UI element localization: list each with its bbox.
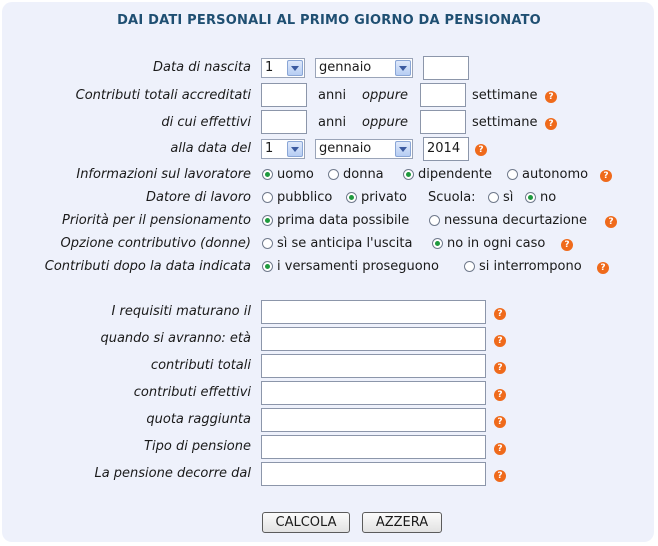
- opzione-no-label: no in ogni caso: [447, 236, 546, 251]
- ref-month-select[interactable]: [315, 139, 413, 159]
- label-data-nascita: Data di nascita: [153, 60, 251, 75]
- settimane-text: settimane: [472, 88, 538, 103]
- radio-proseguono[interactable]: [262, 261, 273, 272]
- help-icon[interactable]: ?: [561, 239, 573, 251]
- label-contributi-effettivi-result: contributi effettivi: [133, 385, 251, 400]
- radio-interrompono[interactable]: [464, 261, 475, 272]
- label-datore: Datore di lavoro: [145, 190, 251, 205]
- help-icon[interactable]: ?: [475, 144, 487, 156]
- azzera-button[interactable]: AZZERA: [362, 512, 442, 533]
- label-tipo: Tipo di pensione: [144, 439, 251, 454]
- scuola-no-label: no: [540, 190, 557, 205]
- radio-autonomo[interactable]: [507, 169, 518, 180]
- radio-opzione-si[interactable]: [262, 238, 273, 249]
- eta-output: [261, 327, 486, 351]
- uomo-label: uomo: [277, 167, 314, 182]
- anni-text: anni: [318, 88, 347, 103]
- label-opzione: Opzione contributivo (donne): [60, 236, 251, 251]
- scuola-si-label: sì: [503, 190, 514, 205]
- ref-month-value: gennaio: [319, 141, 372, 156]
- chevron-down-icon: [395, 141, 411, 157]
- ref-day-value: 1: [265, 141, 274, 156]
- anni-text: anni: [318, 115, 347, 130]
- help-icon[interactable]: ?: [494, 443, 506, 455]
- help-icon[interactable]: ?: [494, 362, 506, 374]
- oppure-text: oppure: [362, 115, 409, 130]
- contributi-settimane-input[interactable]: [420, 83, 466, 107]
- interrompono-label: si interrompono: [479, 259, 582, 274]
- birth-month-value: gennaio: [319, 60, 372, 75]
- contributi-effettivi-output: [261, 381, 486, 405]
- help-icon[interactable]: ?: [597, 262, 609, 274]
- chevron-down-icon: [287, 141, 303, 157]
- dipendente-label: dipendente: [418, 167, 492, 182]
- help-icon[interactable]: ?: [494, 416, 506, 428]
- label-decorre: La pensione decorre dal: [94, 466, 251, 481]
- label-alla-data: alla data del: [170, 141, 251, 156]
- proseguono-label: i versamenti proseguono: [277, 259, 439, 274]
- radio-privato[interactable]: [346, 192, 357, 203]
- quota-output: [261, 408, 486, 432]
- help-icon[interactable]: ?: [600, 170, 612, 182]
- radio-scuola-no[interactable]: [525, 192, 536, 203]
- effettivi-anni-input[interactable]: [261, 110, 307, 134]
- contributi-anni-input[interactable]: [261, 83, 307, 107]
- label-eta: quando si avranno: età: [100, 331, 251, 346]
- requisiti-output: [261, 300, 486, 324]
- birth-day-value: 1: [265, 60, 274, 75]
- help-icon[interactable]: ?: [494, 389, 506, 401]
- birth-year-input[interactable]: [423, 56, 469, 80]
- label-contributi-totali-result: contributi totali: [150, 358, 251, 373]
- calcola-button[interactable]: CALCOLA: [262, 512, 350, 533]
- nessuna-decurtazione-label: nessuna decurtazione: [444, 213, 588, 228]
- label-priorita: Priorità per il pensionamento: [62, 213, 251, 228]
- contributi-totali-output: [261, 354, 486, 378]
- radio-nessuna-decurtazione[interactable]: [429, 215, 440, 226]
- help-icon[interactable]: ?: [494, 308, 506, 320]
- birth-month-select[interactable]: [315, 58, 413, 78]
- autonomo-label: autonomo: [522, 167, 589, 182]
- radio-dipendente[interactable]: [403, 169, 414, 180]
- settimane-text: settimane: [472, 115, 538, 130]
- help-icon[interactable]: ?: [494, 335, 506, 347]
- pubblico-label: pubblico: [277, 190, 333, 205]
- form-title: DAI DATI PERSONALI AL PRIMO GIORNO DA PENSIONATO: [117, 13, 541, 28]
- ref-year-input[interactable]: 2014: [423, 137, 469, 161]
- radio-prima-data[interactable]: [262, 215, 273, 226]
- chevron-down-icon: [395, 60, 411, 76]
- label-requisiti: I requisiti maturano il: [111, 304, 251, 319]
- help-icon[interactable]: ?: [545, 91, 557, 103]
- oppure-text: oppure: [362, 88, 409, 103]
- label-informazioni: Informazioni sul lavoratore: [76, 167, 251, 182]
- label-quota: quota raggiunta: [146, 412, 251, 427]
- radio-opzione-no[interactable]: [432, 238, 443, 249]
- tipo-output: [261, 435, 486, 459]
- label-contributi-totali: Contributi totali accreditati: [75, 88, 251, 103]
- opzione-si-label: sì se anticipa l'uscita: [277, 236, 413, 251]
- radio-donna[interactable]: [328, 169, 339, 180]
- label-di-cui-effettivi: di cui effettivi: [161, 115, 251, 130]
- prima-data-label: prima data possibile: [277, 213, 410, 228]
- donna-label: donna: [343, 167, 384, 182]
- help-icon[interactable]: ?: [494, 470, 506, 482]
- radio-uomo[interactable]: [262, 169, 273, 180]
- scuola-label: Scuola:: [428, 190, 476, 205]
- help-icon[interactable]: ?: [545, 118, 557, 130]
- radio-scuola-si[interactable]: [488, 192, 499, 203]
- privato-label: privato: [361, 190, 407, 205]
- chevron-down-icon: [287, 60, 303, 76]
- effettivi-settimane-input[interactable]: [420, 110, 466, 134]
- label-contributi-dopo: Contributi dopo la data indicata: [44, 259, 251, 274]
- ref-day-select[interactable]: [261, 139, 305, 159]
- decorre-output: [261, 462, 486, 486]
- radio-pubblico[interactable]: [262, 192, 273, 203]
- birth-day-select[interactable]: [261, 58, 305, 78]
- help-icon[interactable]: ?: [605, 216, 617, 228]
